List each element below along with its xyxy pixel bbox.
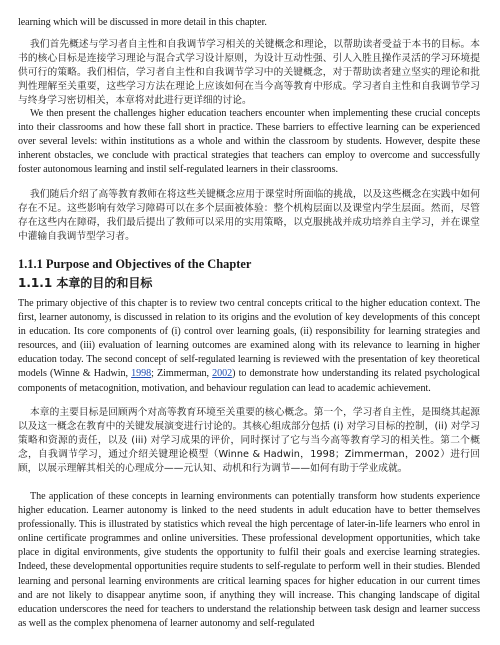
- section-heading-en: 1.1.1 Purpose and Objectives of the Chapter: [18, 257, 252, 271]
- objectives-text-part-3: ) to demonstrate how understanding its related psychological components of metacognition, motivation, and behaviour regulation can lead to academic achievement.: [18, 368, 480, 394]
- paragraph-zh-challenges: 我们随后介绍了高等教育教师在将这些关键概念应用于课堂时所面临的挑战，以及这些概念在实践中如何存在不足。这些影响有效学习障碍可以在多个层面被体验：整个机构层面以及课堂内学生层面。然而，尽管存在这些内在障碍，我们最后提出了教师可以采用的实用策略，以克服挑战并成功培养自主学习，并在课堂中灌输自我调节型学习者。: [18, 189, 480, 243]
- paragraph-en-objectives: [18, 297, 480, 396]
- objectives-text-part-1: The primary objective of this chapter is to review two central concepts critical to the higher education context. The first, learner autonomy, is discussed in relation to its origins and the evolution of key developments of this concept in education. Its core components of (i) control over learning goals, (ii) responsibility for learning strategies and resources, and (iii) evaluation of learning outcomes are examined along with its relevance to learning in higher education today. The second concept of self-regulated learning is reviewed with the presentation of key theoretical models (Winne & Hadwin,: [18, 298, 480, 380]
- objectives-text-part-2: ; Zimmerman,: [151, 368, 213, 380]
- continuation-line: learning which will be discussed in more detail in this chapter.: [18, 17, 267, 28]
- paragraph-zh-intro: 我们首先概述与学习者自主性和自我调节学习相关的关键概念和理论，以帮助读者受益于本书的目标。本书的核心目标是连接学习理论与混合式学习设计原则，为设计互动性强、引人入胜且操作灵活的学习环境提供可行的策略。我们相信，学习者自主性和自我调节学习中的关键概念，对于帮助读者建立坚实的理论和批判性理解至关重要，这些学习方法在理论上应该如何在当今高等教育中形成。学习者自主性和自我调节学习与终身学习密切相关，本章将对此进行更详细的讨论。: [18, 39, 480, 107]
- citation-link-1998[interactable]: 1998: [131, 368, 152, 380]
- paragraph-zh-objectives: 本章的主要目标是回顾两个对高等教育环境至关重要的核心概念。第一个，学习者自主性，是围绕其起源以及这一概念在教育中的关键发展演变进行讨论的。其核心组成部分包括 (i) 对学习目标的控制，(ii) 对学习策略和资源的责任，以及 (iii) 对学习成果的评价，同时探讨了它与当今高等教育学习的相关性。第二个概念，自我调节学习，通过介绍关键理论模型（Winne & Hadwin，1998；Zimmerman，2002）进行回顾，以展示理解其相关的心理成分——元认知、动机和行为调节——如何有助于学业成就。: [18, 407, 480, 475]
- citation-link-2002[interactable]: 2002: [212, 368, 233, 380]
- paragraph-en-challenges: We then present the challenges higher education teachers encounter when implementing these crucial concepts into their classrooms and how these fall short in practice. These barriers to effective learning can be experienced over several levels: within institutions as a whole and within the classroom by students. However, despite these inherent obstacles, we conclude with practical strategies that teachers can employ to overcome and successfully foster autonomous learning and instil self-regulated learners in their classrooms.: [18, 108, 480, 176]
- section-heading-zh: 1.1.1 本章的目的和目标: [18, 276, 153, 290]
- paragraph-en-application: The application of these concepts in learning environments can potentially transform how students experience higher education. Learner autonomy is linked to the need students in adult education have to better themselves professionally. This is illustrated by statistics which reveal the high percentage of later-in-life learners who enrol in online certificate programmes and online universities. These professional development opportunities, which take place in digital environments, give students the opportunity to fulfil their goals and exercise learning strategies. Indeed, these developmental opportunities require students to self-regulate to perform well in their studies. Blended learning and personal learning environments are critical learning spaces for higher education in our current times and are not likely to disappear anytime soon, if anything they will increase. This changing landscape of digital education underscores the need for teachers to understand the relationship between task design and learner success as well as the complex phenomena of learner autonomy and self-regulated: [18, 491, 480, 629]
